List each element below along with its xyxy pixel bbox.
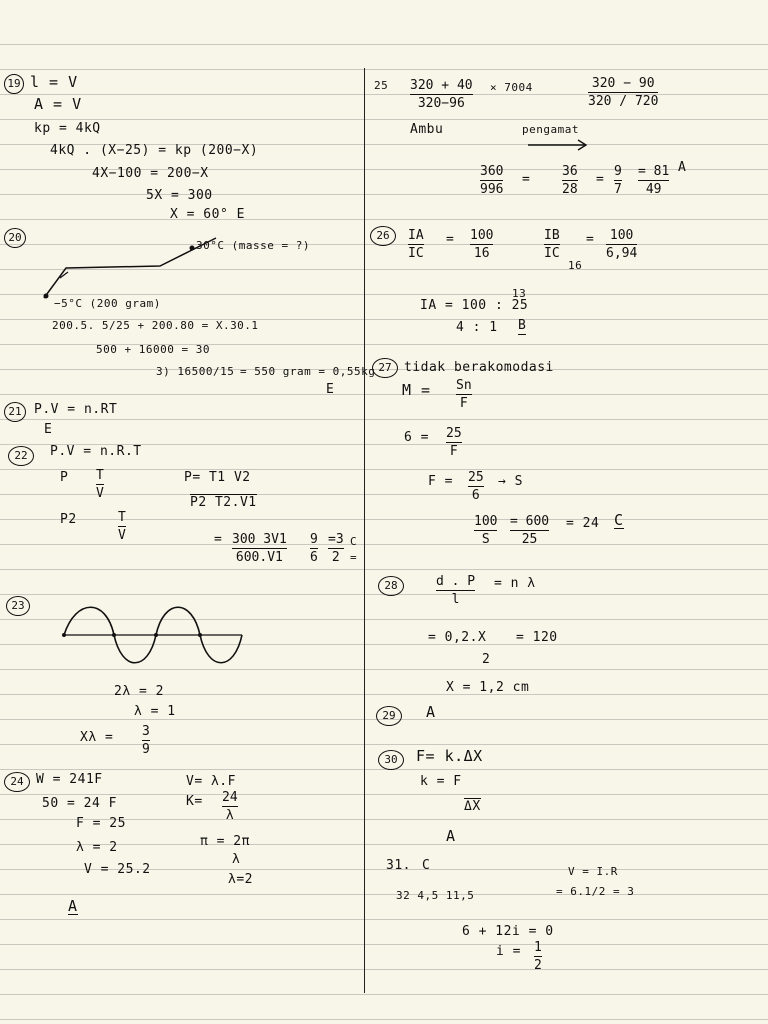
q31-answer: C bbox=[422, 858, 431, 873]
q27-result: = 24 bbox=[566, 516, 600, 531]
q31-line-1: 32 4,5 11,5 bbox=[396, 889, 475, 902]
q24-line-b3d: λ bbox=[232, 852, 241, 867]
q23-fraction: 3 9 bbox=[142, 724, 150, 757]
question-number-29: 29 bbox=[376, 706, 402, 726]
q27-frac-25-6: 25 6 bbox=[468, 470, 484, 503]
q26-eq-2: = bbox=[586, 232, 595, 247]
question-number-21: 21 bbox=[4, 402, 26, 422]
q28-frac-dp-l: d . P l bbox=[436, 574, 476, 607]
q26-frac-100-16: 100 16 bbox=[470, 228, 494, 261]
q24-line-b2: K= bbox=[186, 794, 203, 809]
q25-ambulance: Ambu bbox=[410, 122, 444, 137]
q24-line-a2: 50 = 24 F bbox=[42, 796, 117, 811]
q19-line-3: kp = 4kQ bbox=[34, 121, 101, 136]
q29-answer: A bbox=[426, 703, 436, 721]
q28-line-2d: 2 bbox=[482, 652, 491, 667]
q31-right-1: V = I.R bbox=[568, 865, 618, 878]
q22-frac-3-2: =3 2 bbox=[328, 532, 344, 565]
q27-line-1: M = bbox=[402, 381, 431, 399]
q28-line-1b: = n λ bbox=[494, 576, 536, 591]
question-number-31: 31. bbox=[386, 858, 411, 873]
q20-cold-label: −5°C (200 gram) bbox=[54, 297, 161, 310]
q19-line-4: 4kQ . (X−25) = kp (200−X) bbox=[50, 143, 259, 158]
q27-title: tidak berakomodasi bbox=[404, 360, 554, 375]
question-number-19: 19 bbox=[4, 74, 24, 94]
q26-frac-100-694: 100 6,94 bbox=[606, 228, 638, 261]
q22-p2-label: P2 bbox=[60, 512, 77, 527]
q26-answer: B bbox=[518, 318, 527, 333]
q20-line-3: 3) 16500/15 bbox=[156, 365, 235, 378]
q19-line-2: A = V bbox=[34, 95, 82, 113]
direction-arrow bbox=[526, 138, 596, 152]
q24-line-a3: F = 25 bbox=[76, 816, 126, 831]
q30-line-2: k = F bbox=[420, 774, 462, 789]
q25-ratio-1: 360 996 bbox=[480, 164, 504, 197]
q24-line-b4: λ=2 bbox=[228, 872, 253, 887]
q19-line-6: 5X = 300 bbox=[146, 188, 213, 203]
question-number-23: 23 bbox=[6, 596, 30, 616]
q22-answer: C bbox=[350, 535, 358, 548]
q31-line-3: i = bbox=[496, 944, 521, 959]
q22-p2-fraction: T V bbox=[118, 510, 126, 543]
q19-line-1: l = V bbox=[30, 73, 78, 91]
question-number-30: 30 bbox=[378, 750, 404, 770]
q25-eq-1: = bbox=[522, 172, 531, 187]
q26-eq-1: = bbox=[446, 232, 455, 247]
column-divider bbox=[364, 68, 365, 993]
q30-line-2d: ΔX bbox=[464, 799, 481, 814]
q26-superscript: 13 bbox=[512, 287, 527, 300]
q24-line-a1: W = 241F bbox=[36, 772, 103, 787]
q25-eq-2: = bbox=[596, 172, 605, 187]
q27-frac-100-s: 100 S bbox=[474, 514, 498, 547]
q26-frac-ia-ic: IA IC bbox=[408, 228, 424, 261]
q23-line-1: 2λ = 2 bbox=[114, 684, 164, 699]
question-number-28: 28 bbox=[378, 576, 404, 596]
q24-line-b3: π = 2π bbox=[200, 834, 250, 849]
q25-ratio-3: 9 7 bbox=[614, 164, 622, 197]
q20-line-1: 200.5. 5/25 + 200.80 = X.30.1 bbox=[52, 319, 259, 332]
q31-fraction: 1 2 bbox=[534, 940, 542, 973]
q31-line-2: 6 + 12i = 0 bbox=[462, 924, 554, 939]
q27-frac-600-25: = 600 25 bbox=[510, 514, 550, 547]
q22-answer-mark: = bbox=[350, 551, 358, 564]
q24-line-a4: λ = 2 bbox=[76, 840, 118, 855]
q22-p-fraction: T V bbox=[96, 468, 104, 501]
q24-line-a5: V = 25.2 bbox=[84, 862, 151, 877]
q21-line-1: P.V = n.RT bbox=[34, 402, 118, 417]
q30-line-1: F= k.ΔX bbox=[416, 747, 483, 765]
q20-hot-label: 30°C (masse = ?) bbox=[196, 239, 310, 252]
q25-observer: pengamat bbox=[522, 123, 579, 136]
q26-line-c2: 4 : 1 bbox=[456, 320, 498, 335]
q28-line-2: = 0,2.X bbox=[428, 630, 487, 645]
q27-answer: C bbox=[614, 511, 624, 529]
q28-line-2b: = 120 bbox=[516, 630, 558, 645]
q30-answer: A bbox=[446, 827, 456, 845]
q24-fraction-k: 24 λ bbox=[222, 790, 238, 823]
q25-fraction-2: 320 − 90 320 / 720 bbox=[588, 76, 659, 109]
q26-frac-ib-sub: 16 bbox=[568, 259, 583, 272]
q19-line-7: X = 60° E bbox=[170, 207, 245, 222]
q25-fraction-1: 320 + 40 320−96 bbox=[410, 78, 473, 111]
question-number-22: 22 bbox=[8, 446, 34, 466]
q20-line-2: 500 + 16000 = 30 bbox=[96, 343, 210, 356]
q22-result-fraction: 300 3V1 600.V1 bbox=[232, 532, 287, 565]
q25-multiplier: × 7004 bbox=[490, 81, 533, 94]
q25-ratio-2: 36 28 bbox=[562, 164, 578, 197]
question-number-25: 25 bbox=[374, 79, 389, 92]
q20-line-3b: = 550 gram = 0,55kg bbox=[240, 365, 376, 378]
q26-frac-ib-ic: IB IC bbox=[544, 228, 560, 261]
q25-answer: A bbox=[678, 160, 687, 175]
q21-answer: E bbox=[44, 422, 53, 437]
question-number-24: 24 bbox=[4, 772, 30, 792]
q24-answer: A bbox=[68, 897, 78, 915]
question-number-27: 27 bbox=[372, 358, 398, 378]
wave-diagram bbox=[56, 604, 256, 674]
q19-line-5: 4X−100 = 200−X bbox=[92, 166, 209, 181]
q27-frac-sn-f: Sn F bbox=[456, 378, 472, 411]
q28-line-3: X = 1,2 cm bbox=[446, 680, 530, 695]
question-number-20: 20 bbox=[4, 228, 26, 248]
q20-answer: E bbox=[326, 382, 335, 397]
q31-right-2: = 6.1/2 = 3 bbox=[556, 885, 635, 898]
q27-frac-25-f: 25 F bbox=[446, 426, 462, 459]
q26-line-c1: IA = 100 : 25 bbox=[420, 298, 529, 313]
q27-line-3: F = bbox=[428, 474, 453, 489]
q22-line-1: P.V = n.R.T bbox=[50, 444, 142, 459]
q23-line-3: Xλ = bbox=[80, 730, 114, 745]
q25-ratio-4: = 81 49 bbox=[638, 164, 670, 197]
q27-line-3x: → S bbox=[498, 474, 523, 489]
question-number-26: 26 bbox=[370, 226, 396, 246]
q22-ratio-bottom: P2 T2.V1 bbox=[190, 495, 257, 510]
q23-line-2: λ = 1 bbox=[134, 704, 176, 719]
q22-frac-9-6: 9 6 bbox=[310, 532, 318, 565]
q22-p-label: P bbox=[60, 470, 69, 485]
q22-ratio-top: P= T1 V2 bbox=[184, 470, 251, 485]
q22-equals: = bbox=[214, 532, 223, 547]
q27-line-2: 6 = bbox=[404, 430, 429, 445]
q24-line-b1: V= λ.F bbox=[186, 774, 236, 789]
